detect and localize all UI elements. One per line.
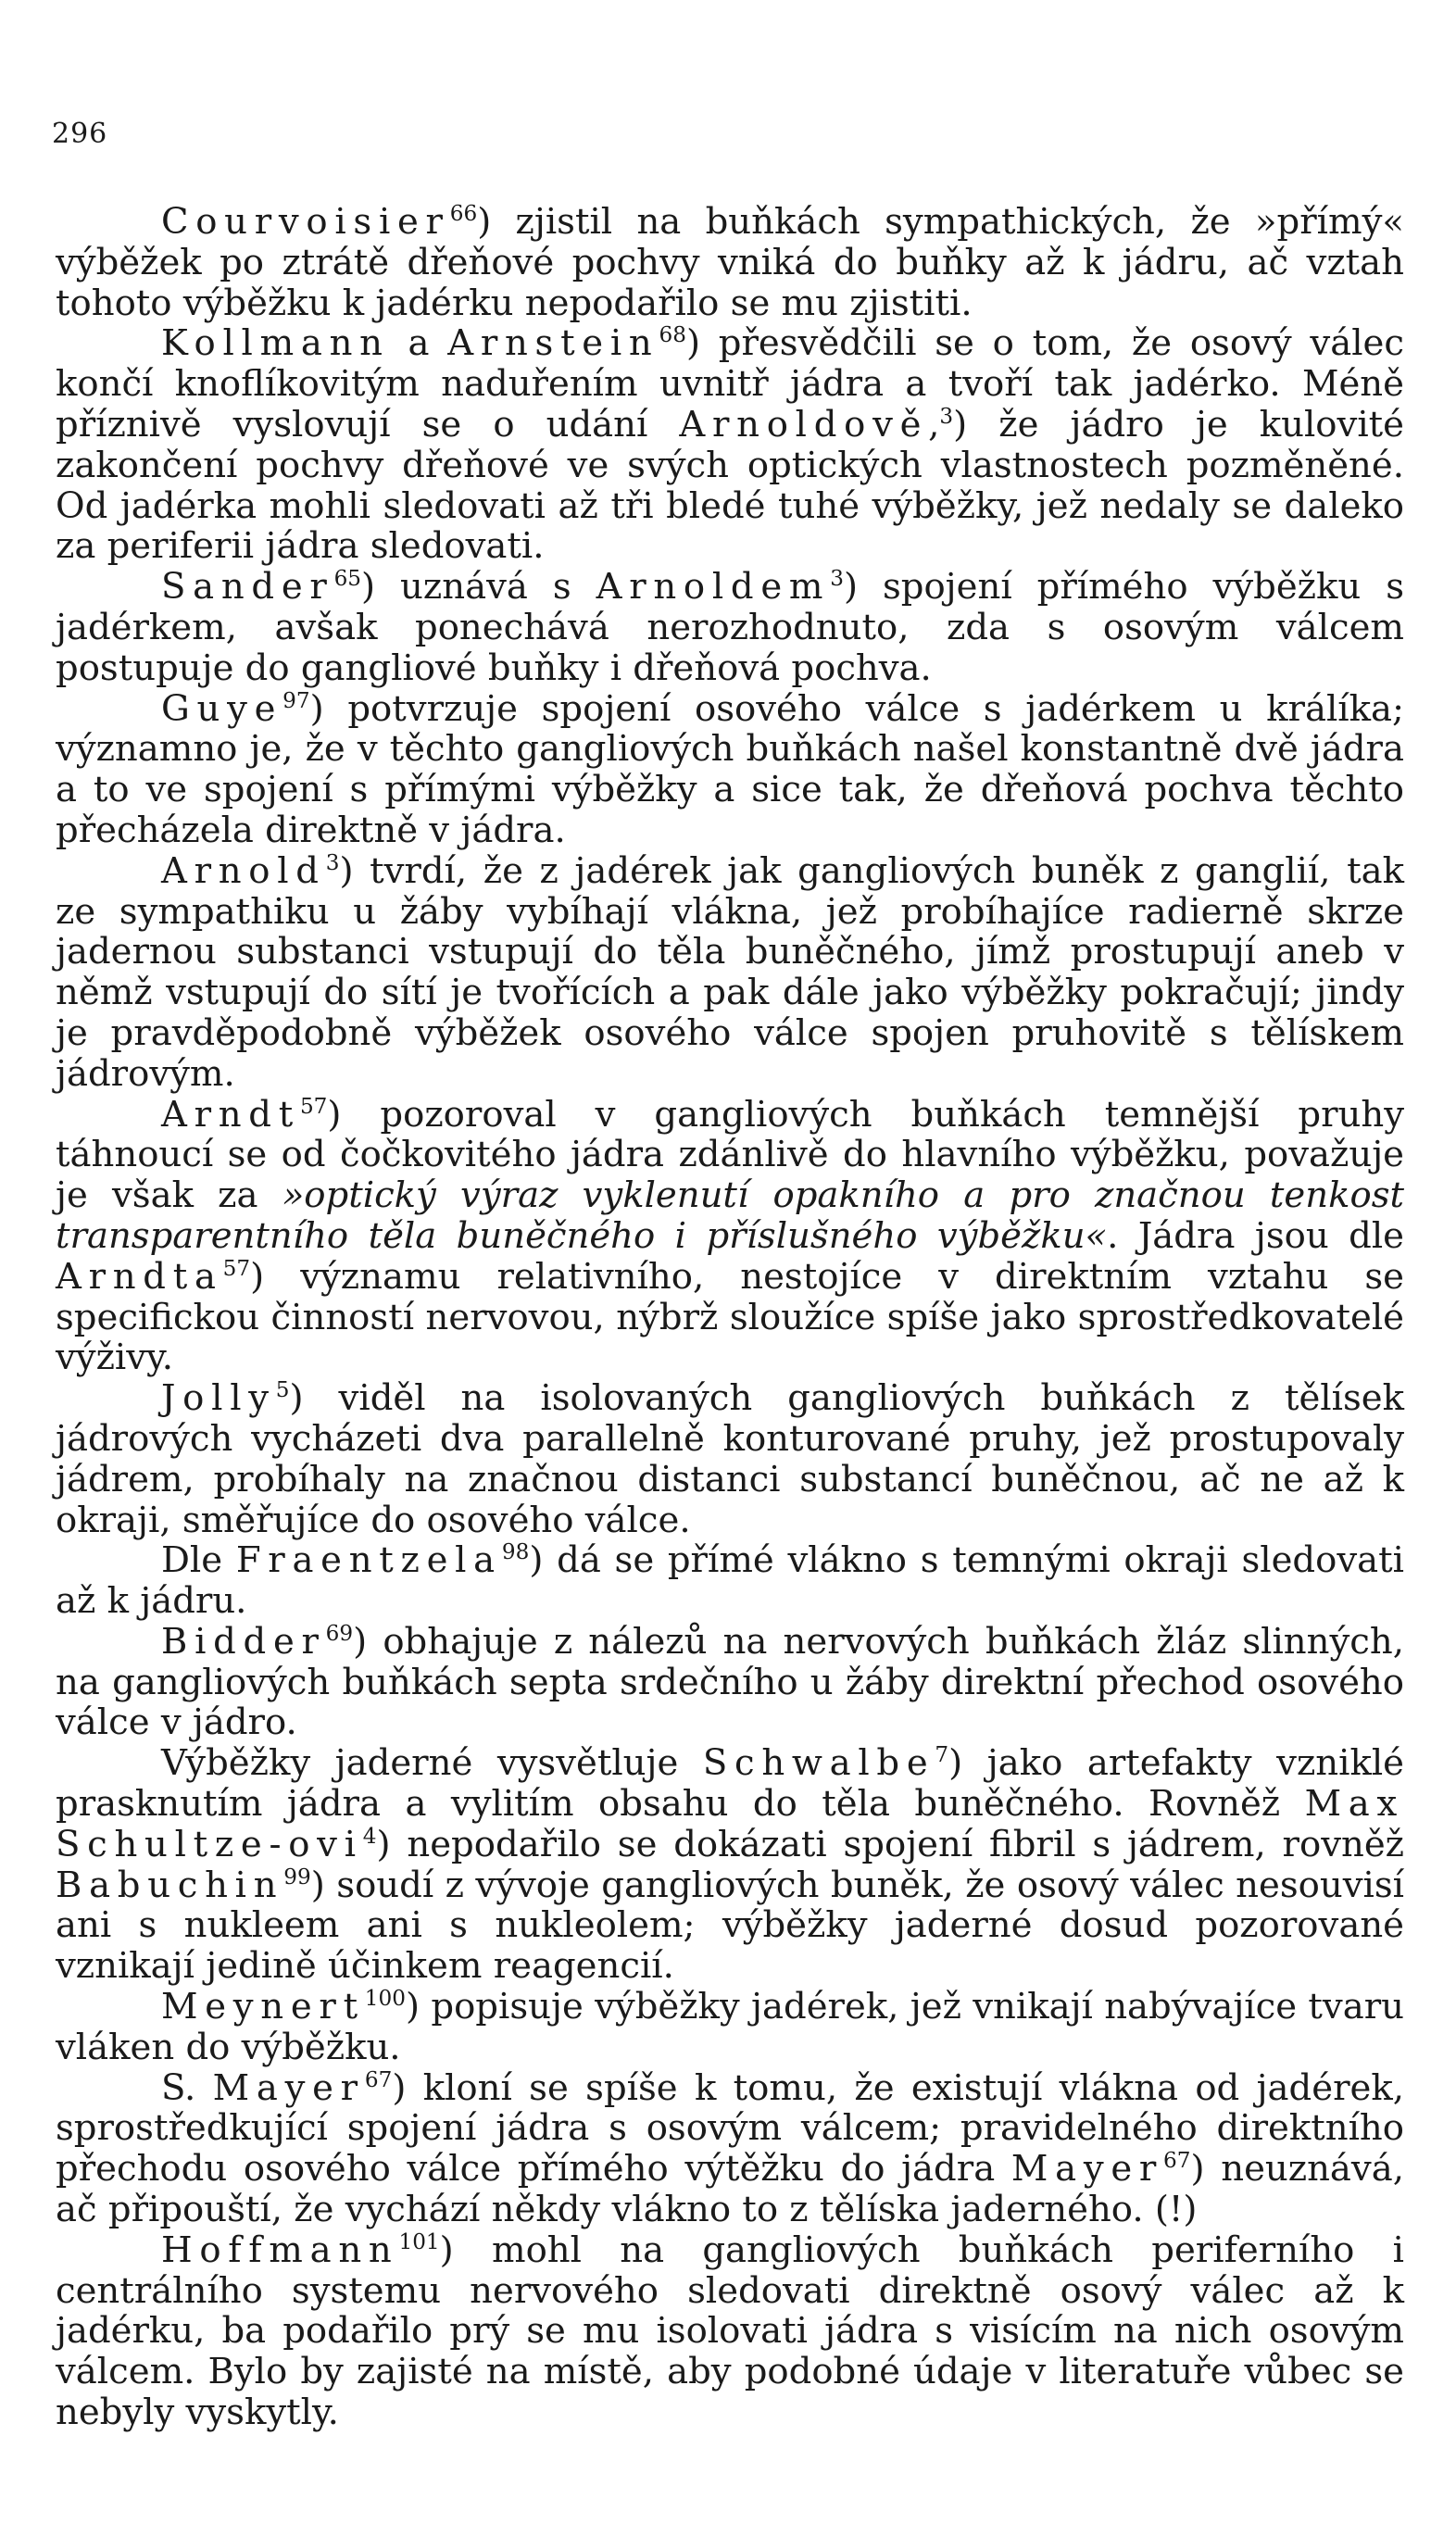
- text-run: ) že jádro je kulovité zakončení pochvy dřeňové ve svých optických vlastnostech pozměněné. Od jadérka mohli sledovati až tři bledé tuhé výběžky, jež nedaly se daleko za periferii jádra sledovati.: [56, 403, 1404, 568]
- footnote-reference: 66: [449, 202, 478, 227]
- author-name: Arnold: [161, 849, 326, 892]
- author-name: Arnoldem: [596, 566, 831, 609]
- footnote-reference: 3: [830, 567, 844, 592]
- author-name: Arndta: [56, 1255, 223, 1298]
- text-run: ) jako artefakty vzniklé prasknutím jádra a vylitím obsahu do těla buněčného. Rovněž: [56, 1742, 1404, 1826]
- footnote-reference: 99: [283, 1864, 311, 1889]
- paragraph: [56, 1378, 1404, 1540]
- text-run: ) tvrdí, že z jadérek jak gangliových buněk z ganglií, tak ze sympathiku u žáby vybíhají vlákna, jež probíhajíce radierně skrze jadernou substanci vstupují do těla buněčného, jímž prostupují aneb v němž vstupují do sítí je tvořících a pak dále jako výběžky pokračují; jindy je pravděpodobně výběžek osového válce spojen pruhovitě s tělískem jádrovým.: [56, 849, 1404, 1095]
- text-run: Dle: [161, 1539, 236, 1582]
- text-run: ) dá se přímé vlákno s temnými okraji sledovati až k jádru.: [56, 1539, 1404, 1623]
- author-name: Schwalbe: [702, 1742, 935, 1785]
- paragraph: [56, 202, 1404, 323]
- paragraph: [56, 1743, 1404, 1987]
- author-name: Meynert: [161, 1986, 365, 2028]
- text-run: ) přesvědčili se o tom, že osový válec končí knoflíkovitým naduřením uvnitř jádra a tvoří tak jadérko. Méně příznivě vyslovují se o udání: [56, 322, 1404, 446]
- author-name: Bidder: [161, 1620, 326, 1663]
- paragraph: [56, 2230, 1404, 2433]
- footnote-reference: 68: [659, 323, 686, 348]
- paragraph: [56, 1095, 1404, 1379]
- author-name: Babuchin: [56, 1864, 284, 1906]
- text-run: ) soudí z vývoje gangliových buněk, že osový válec nesouvisí ani s nukleem ani s nukleolem; výběžky jaderné dosud pozorované vznikají jedině účinkem reagencií.: [56, 1864, 1404, 1988]
- footnote-reference: 67: [1163, 2149, 1191, 2174]
- author-name: Fraentzela: [235, 1539, 502, 1582]
- paragraph: [56, 689, 1404, 851]
- author-name: Arndt: [161, 1093, 300, 1136]
- text-run: ,: [928, 403, 940, 446]
- paragraph: [56, 323, 1404, 567]
- footnote-reference: 98: [501, 1540, 530, 1565]
- text-run: ) potvrzuje spojení osového válce s jadérkem u králíka; významno je, že v těchto gangliových buňkách našel konstantně dvě jádra a to ve spojení s přímými výběžky a sice tak, že dřeňová pochva těchto přecházela direktně v jádra.: [56, 687, 1404, 851]
- text-run: . Jádra jsou dle: [1107, 1214, 1404, 1257]
- author-name: Courvoisier: [161, 201, 450, 243]
- text-run: S.: [161, 2066, 213, 2109]
- text-run: ) kloní se spíše k tomu, že existují vlákna od jadérek, sprostředkující spojení jádra s osovým válcem; pravidelného direktního přechodu osového válce přímého výtěžku do jádra: [56, 2066, 1404, 2191]
- footnote-reference: 4: [362, 1824, 377, 1849]
- author-name: Mayer: [212, 2066, 365, 2109]
- paragraph: [56, 2068, 1404, 2230]
- footnote-reference: 3: [325, 850, 340, 875]
- author-name: Kollmann: [161, 322, 390, 365]
- text-run: ) významu relativního, nestojíce v direktním vztahu se specifickou činností nervovou, nýbrž sloužíce spíše jako sprostředkovatelé výživy.: [56, 1255, 1404, 1379]
- text-run: Výběžky jaderné vysvětluje: [161, 1742, 703, 1785]
- text-run: ) pozoroval v gangliových buňkách temnější pruhy táhnoucí se od čočkovitého jádra zdánlivě do hlavního výběžku, považuje je však za: [56, 1093, 1404, 1217]
- text-run: ) popisuje výběžky jadérek, jež vnikají nabývajíce tvaru vláken do výběžku.: [56, 1986, 1404, 2068]
- author-name: Arnoldově: [679, 403, 929, 446]
- author-name: Hoffmann: [161, 2228, 399, 2271]
- footnote-reference: 101: [398, 2229, 440, 2254]
- author-name: Arnstein: [447, 322, 659, 365]
- paragraph: [56, 851, 1404, 1095]
- text-run: ) spojení přímého výběžku s jadérkem, avšak ponechává nerozhodnuto, zda s osovým válcem postupuje do gangliové buňky i dřeňová pochva.: [56, 566, 1404, 689]
- footnote-reference: 3: [939, 405, 954, 430]
- author-name: Mayer: [1010, 2148, 1164, 2191]
- footnote-reference: 57: [222, 1256, 251, 1281]
- author-name: Guye: [161, 687, 283, 730]
- text-run: ) uznává s: [361, 566, 596, 609]
- footnote-reference: 65: [333, 567, 362, 592]
- author-name: Max Schultze-ovi: [56, 1783, 1404, 1865]
- footnote-reference: 5: [275, 1378, 290, 1403]
- text-run: a: [389, 322, 448, 365]
- text-run: ) neuznává, ač připouští, že vychází někdy vlákno to z tělíska jaderného. (!): [56, 2148, 1404, 2231]
- footnote-reference: 7: [935, 1743, 949, 1768]
- paragraph: [56, 1622, 1404, 1743]
- footnote-reference: 57: [299, 1094, 328, 1119]
- text-run: ) viděl na isolovaných gangliových buňkách z tělísek jádrových vycházeti dva parallelně konturované pruhy, jež prostupovaly jádrem, probíhaly na značnou distanci substancí buněčnou, ač ne až k okraji, směřujíce do osového válce.: [56, 1377, 1404, 1541]
- paragraph: [56, 1987, 1404, 2068]
- page-number: 296: [52, 118, 108, 150]
- footnote-reference: 67: [364, 2067, 393, 2092]
- author-name: Sander: [161, 566, 334, 609]
- body-text: [56, 202, 1404, 2433]
- author-name: Jolly: [161, 1377, 276, 1420]
- text-run: ) nepodařilo se dokázati spojení fibril s jádrem, rovněž: [376, 1823, 1404, 1865]
- text-run: ) mohl na gangliových buňkách periferního i centrálního systemu nervového sledovati direktně osový válec až k jadérku, ba podařilo prý se mu isolovati jádra s visícím na nich osovým válcem. Bylo by zajisté na místě, aby podobné údaje v literatuře vůbec se nebyly vyskytly.: [56, 2228, 1404, 2434]
- paragraph: [56, 567, 1404, 688]
- text-run: ) zjistil na buňkách sympathických, že »přímý« výběžek po ztrátě dřeňové pochvy vniká do buňky až k jádru, ač vztah tohoto výběžku k jadérku nepodařilo se mu zjistiti.: [56, 201, 1404, 324]
- footnote-reference: 69: [325, 1622, 354, 1646]
- paragraph: [56, 1540, 1404, 1622]
- footnote-reference: 97: [282, 688, 310, 713]
- quoted-text: »optický výraz vyklenutí opakního a pro značnou tenkost transparentního těla buněčného i příslušného výběžku«: [56, 1174, 1404, 1257]
- footnote-reference: 100: [364, 1987, 406, 2012]
- text-run: ) obhajuje z nálezů na nervových buňkách žláz slinných, na gangliových buňkách septa srdečního u žáby direktní přechod osového válce v jádro.: [56, 1620, 1404, 1744]
